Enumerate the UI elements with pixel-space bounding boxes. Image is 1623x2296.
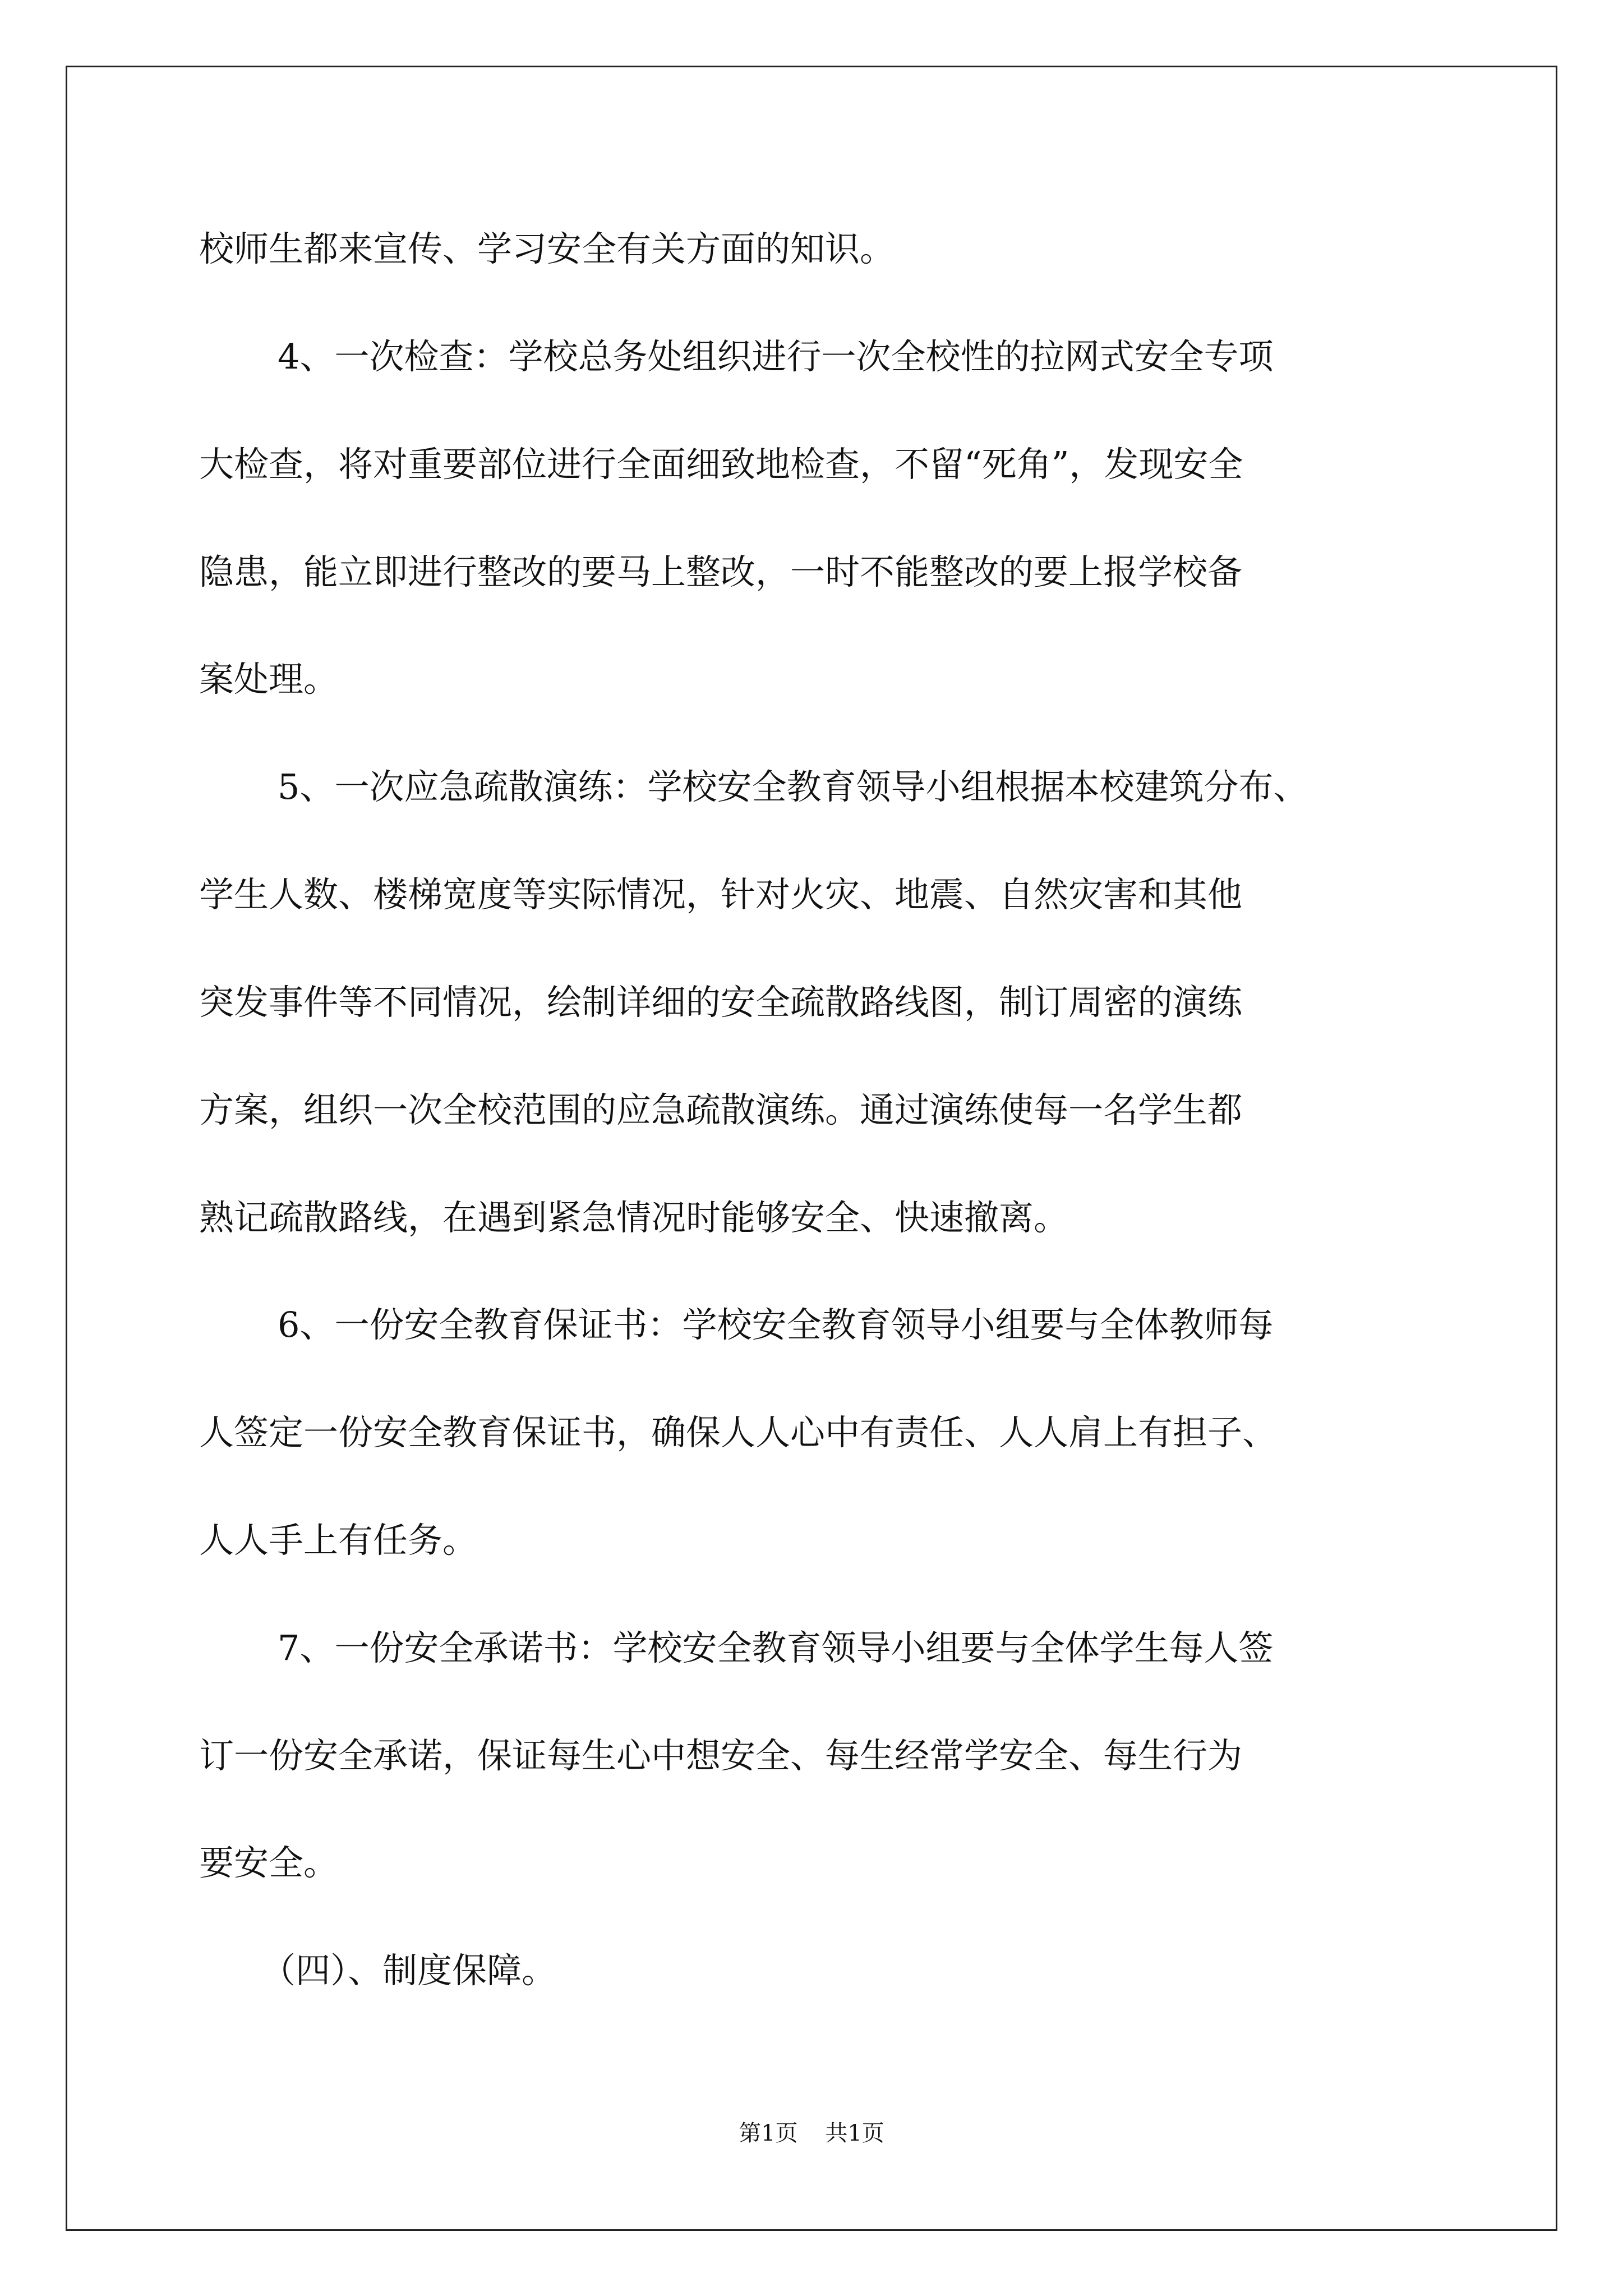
body-line: 要安全。: [199, 1842, 339, 1883]
body-line: 4、一次检查：学校总务处组织进行一次全校性的拉网式安全专项: [278, 336, 1274, 377]
body-line: 5、一次应急疏散演练：学校安全教育领导小组根据本校建筑分布、: [278, 766, 1308, 807]
page-number: 第1页: [739, 2120, 798, 2146]
body-line: 隐患，能立即进行整改的要马上整改，一时不能整改的要上报学校备: [199, 551, 1243, 592]
body-line: 人签定一份安全教育保证书，确保人人心中有责任、人人肩上有担子、: [199, 1412, 1278, 1453]
body-line: 学生人数、楼梯宽度等实际情况，针对火灾、地震、自然灾害和其他: [199, 874, 1243, 915]
page-footer: [0, 2122, 1623, 2145]
body-line: 6、一份安全教育保证书：学校安全教育领导小组要与全体教师每: [278, 1304, 1274, 1345]
body-line: 校师生都来宣传、学习安全有关方面的知识。: [199, 228, 895, 269]
body-line: 订一份安全承诺，保证每生心中想安全、每生经常学安全、每生行为: [199, 1735, 1243, 1776]
body-line: 方案，组织一次全校范围的应急疏散演练。通过演练使每一名学生都: [199, 1089, 1243, 1130]
body-line: 大检查，将对重要部位进行全面细致地检查，不留“死角”，发现安全: [199, 444, 1243, 485]
total-pages: 共1页: [825, 2120, 884, 2146]
body-line: 7、一份安全承诺书：学校安全教育领导小组要与全体学生每人签: [278, 1627, 1274, 1668]
body-line: 案处理。: [199, 659, 339, 700]
body-line: 熟记疏散路线，在遇到紧急情况时能够安全、快速撤离。: [199, 1197, 1069, 1238]
page-border: [66, 66, 1557, 2231]
body-line: 人人手上有任务。: [199, 1520, 478, 1561]
section-heading: （四）、制度保障。: [261, 1950, 557, 1991]
body-line: 突发事件等不同情况，绘制详细的安全疏散路线图，制订周密的演练: [199, 982, 1243, 1023]
